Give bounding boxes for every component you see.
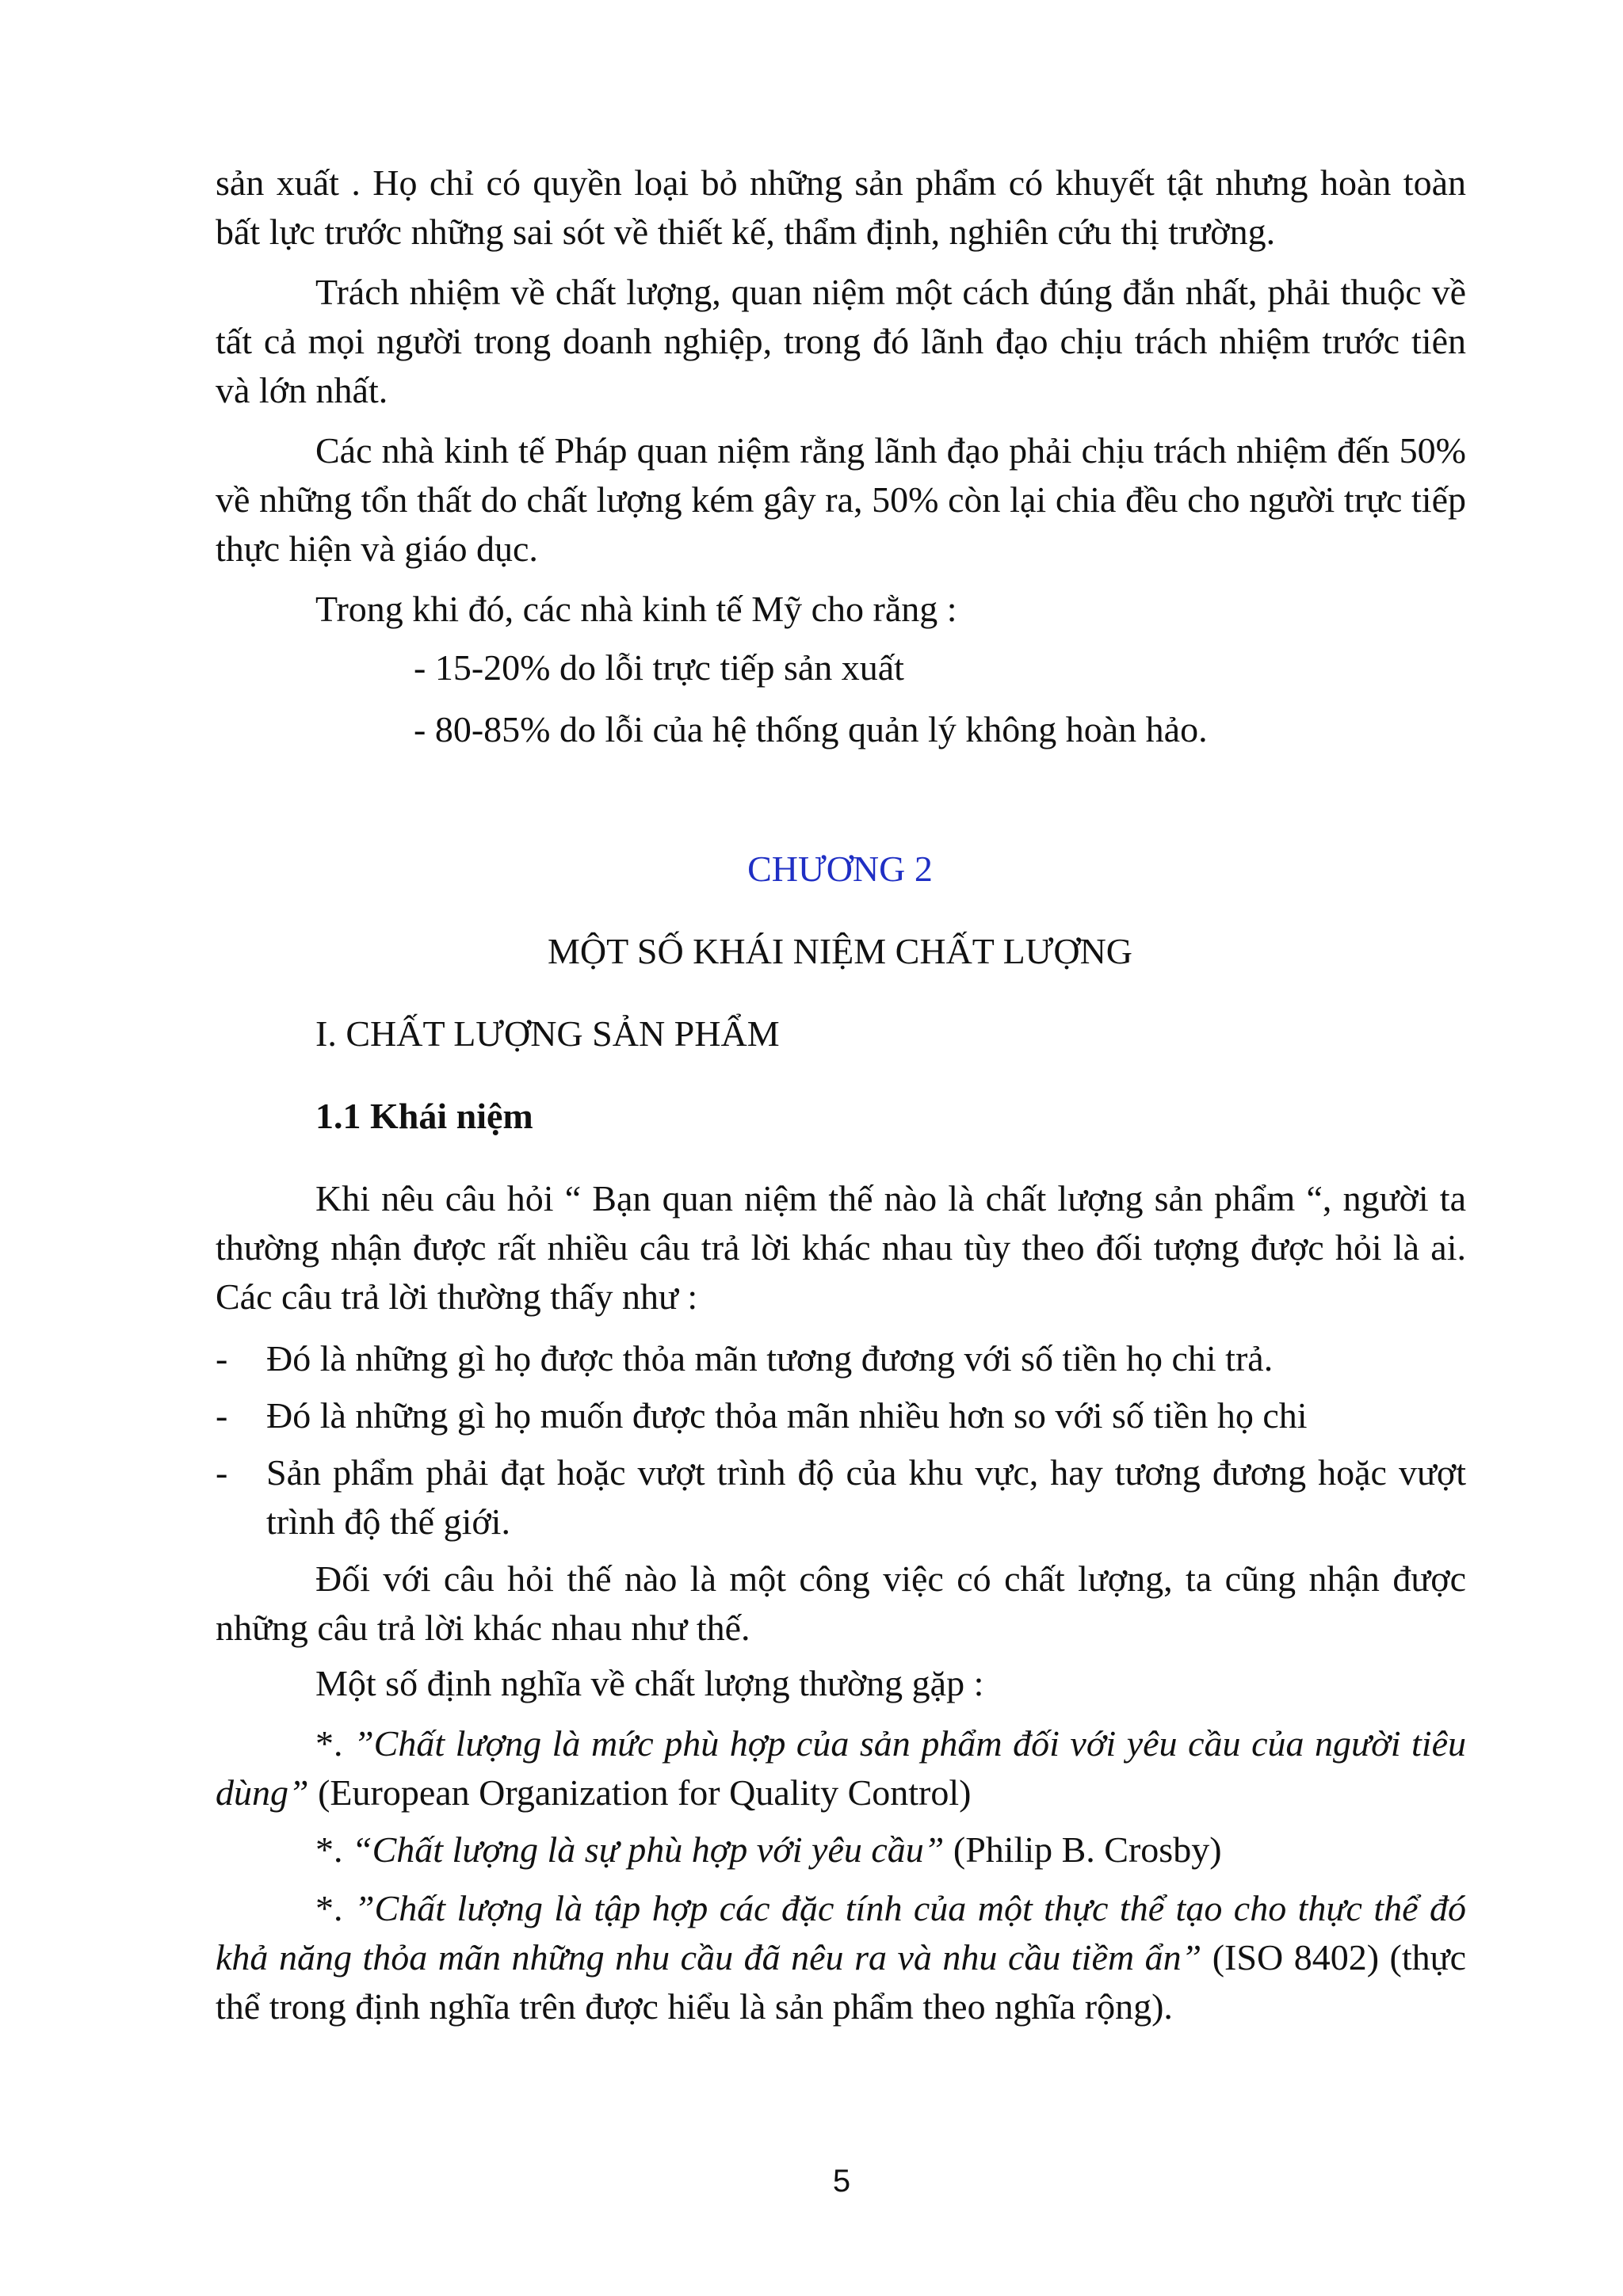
section-heading: I. CHẤT LƯỢNG SẢN PHẨM [315, 1013, 780, 1054]
definition-source: (ISO 8402) (thực thể trong định nghĩa trên được hiểu là sản phẩm theo nghĩa rộng). [216, 1937, 1466, 2027]
paragraph-concept-intro: Khi nêu câu hỏi “ Bạn quan niệm thế nào là chất lượng sản phẩm “, người ta thường nhận được rất nhiều câu trả lời khác nhau tùy theo đối tượng được hỏi là ai. Các câu trả lời thường thấy như : [216, 1178, 1466, 1317]
definition-quote: “Chất lượng là sự phù hợp với yêu cầu” [352, 1829, 945, 1870]
paragraph-quality-responsibility: Trách nhiệm về chất lượng, quan niệm một cách đúng đắn nhất, phải thuộc về tất cả mọi người trong doanh nghiệp, trong đó lãnh đạo chịu trách nhiệm trước tiên và lớn nhất. [216, 272, 1466, 410]
paragraph-us-economists: Trong khi đó, các nhà kinh tế Mỹ cho rằng : [315, 589, 957, 629]
definition-crosby [216, 1825, 1466, 1875]
chapter-number: CHƯƠNG 2 [747, 849, 933, 889]
definition-source: (Philip B. Crosby) [944, 1829, 1222, 1870]
definition-prefix: *. [315, 1888, 354, 1928]
list-item [216, 1334, 1466, 1383]
definition-quote: ”Chất lượng là mức phù hợp của sản phẩm đối với yêu cầu của người tiêu dùng” [216, 1723, 1467, 1813]
chapter-title: MỘT SỐ KHÁI NIỆM CHẤT LƯỢNG [547, 931, 1133, 971]
list-item-direct-production: - 15-20% do lỗi trực tiếp sản xuất [414, 647, 904, 688]
answer-text: Đó là những gì họ được thỏa mãn tương đương với số tiền họ chi trả. [266, 1338, 1274, 1379]
definition-quote: ”Chất lượng là tập hợp các đặc tính của một thực thể tạo cho thực thể đó khả năng thỏa mãn những nhu cầu đã nêu ra và nhu cầu tiềm ẩn” [216, 1888, 1467, 1978]
definition-prefix: *. [315, 1829, 352, 1870]
paragraph-production-responsibility: sản xuất . Họ chỉ có quyền loại bỏ những sản phẩm có khuyết tật nhưng hoàn toàn bất lực trước những sai sót về thiết kế, thẩm định, nghiên cứu thị trường. [216, 162, 1466, 252]
dash-marker: - [216, 1395, 228, 1436]
subsection-heading: 1.1 Khái niệm [315, 1096, 533, 1136]
definition-eoqc [216, 1719, 1466, 1817]
definition-iso-8402 [216, 1884, 1466, 2031]
paragraph-quality-work: Đối với câu hỏi thế nào là một công việc có chất lượng, ta cũng nhận được những câu trả lời khác nhau như thế. [216, 1558, 1466, 1648]
list-item-management-system: - 80-85% do lỗi của hệ thống quản lý không hoàn hảo. [414, 709, 1208, 749]
dash-marker: - [216, 1452, 228, 1493]
definition-prefix: *. [315, 1723, 354, 1764]
answer-text: Sản phẩm phải đạt hoặc vượt trình độ của khu vực, hay tương đương hoặc vượt trình độ thế giới. [266, 1452, 1466, 1542]
list-item [216, 1391, 1466, 1440]
page-number: 5 [832, 2164, 851, 2199]
paragraph-definitions-intro: Một số định nghĩa về chất lượng thường gặp : [315, 1663, 984, 1703]
answer-text: Đó là những gì họ muốn được thỏa mãn nhiều hơn so với số tiền họ chi [266, 1395, 1308, 1436]
list-item [216, 1448, 1466, 1547]
paragraph-french-economists: Các nhà kinh tế Pháp quan niệm rằng lãnh đạo phải chịu trách nhiệm đến 50% về những tổn thất do chất lượng kém gây ra, 50% còn lại chia đều cho người trực tiếp thực hiện và giáo dục. [216, 430, 1466, 569]
definition-source: (European Organization for Quality Control) [308, 1772, 972, 1813]
dash-marker: - [216, 1338, 228, 1379]
